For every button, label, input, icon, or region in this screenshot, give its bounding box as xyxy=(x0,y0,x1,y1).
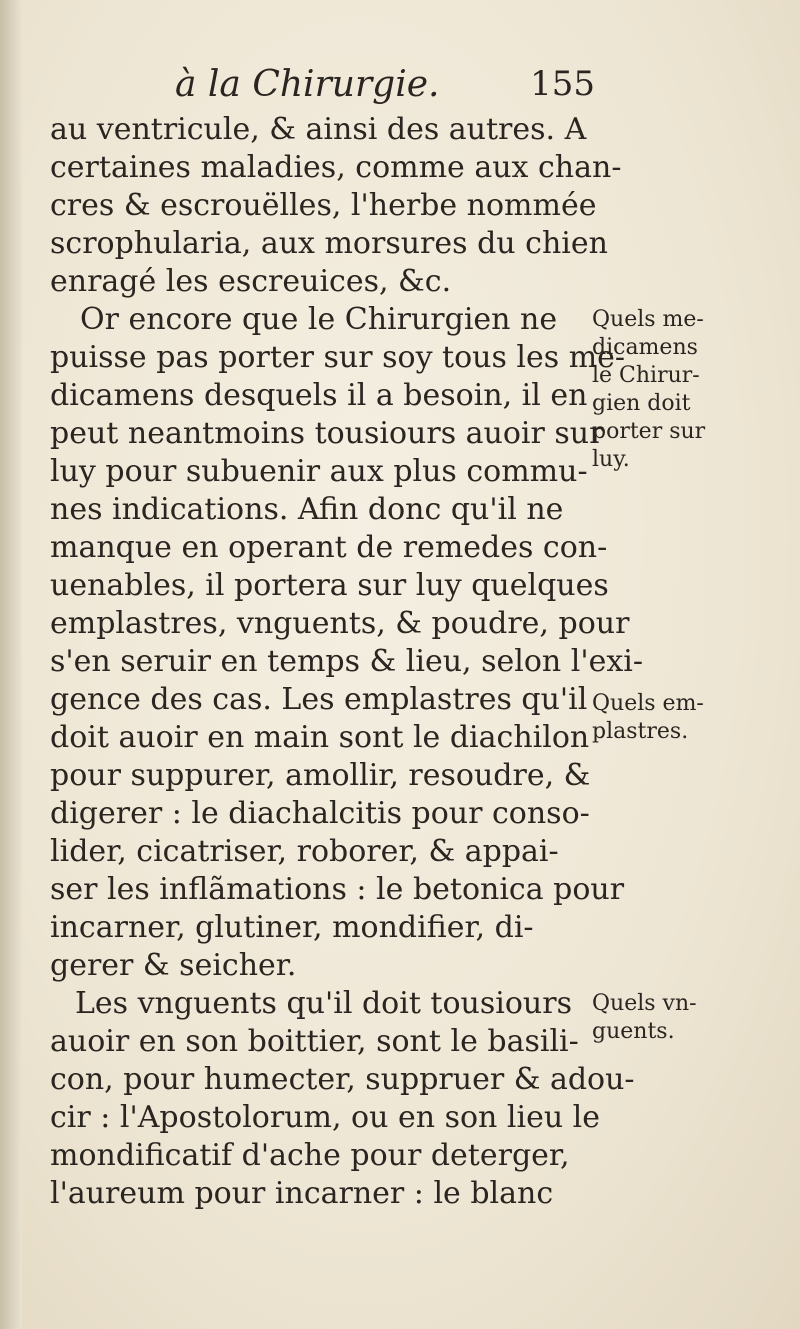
margin-note-medicaments xyxy=(592,306,705,474)
running-title: à la Chirurgie. xyxy=(175,64,440,105)
text-line: mondificatif d'ache pour deterger, xyxy=(50,1138,570,1173)
margin-note-line: Quels em- xyxy=(592,691,704,716)
text-line: Les vnguents qu'il doit tousiours xyxy=(75,986,572,1021)
text-line: ser les inflãmations : le betonica pour xyxy=(50,872,625,907)
margin-note-line: porter sur xyxy=(592,419,706,444)
text-line: peut neantmoins tousiours auoir sur xyxy=(50,416,604,451)
margin-note-line: plastres. xyxy=(592,719,689,744)
page-edge-shadow xyxy=(0,0,22,1329)
margin-note-line: Quels me- xyxy=(592,307,704,332)
text-line: au ventricule, & ainsi des autres. A xyxy=(50,112,587,147)
text-line: cres & escrouëlles, l'herbe nommée xyxy=(50,188,597,223)
margin-note-line: gien doit xyxy=(592,391,691,416)
text-line: doit auoir en main sont le diachilon xyxy=(50,720,590,755)
margin-note-line: Quels vn- xyxy=(592,991,697,1016)
text-line: pour suppurer, amollir, resoudre, & xyxy=(50,758,591,793)
page-header xyxy=(175,64,595,104)
text-line: scrophularia, aux morsures du chien xyxy=(50,226,608,261)
text-line: incarner, glutiner, mondifier, di- xyxy=(50,910,534,945)
text-line: gence des cas. Les emplastres qu'il xyxy=(50,682,588,717)
text-line: cir : l'Apostolorum, ou en son lieu le xyxy=(50,1100,601,1135)
text-line: lider, cicatriser, roborer, & appai- xyxy=(50,834,559,869)
margin-note-line: le Chirur- xyxy=(592,363,700,388)
text-line: Or encore que le Chirurgien ne xyxy=(80,302,558,337)
text-line: emplastres, vnguents, & poudre, pour xyxy=(50,606,630,641)
margin-note-line: luy. xyxy=(592,447,630,472)
text-line: puisse pas porter sur soy tous les me- xyxy=(50,340,626,375)
margin-note-line: guents. xyxy=(592,1019,675,1044)
margin-note-vnguents xyxy=(592,990,697,1046)
text-line: enragé les escreuices, &c. xyxy=(50,264,452,299)
text-line: nes indications. Afin donc qu'il ne xyxy=(50,492,564,527)
text-line: luy pour subuenir aux plus commu- xyxy=(50,454,588,489)
text-line: con, pour humecter, suppruer & adou- xyxy=(50,1062,635,1097)
text-line: l'aureum pour incarner : le blanc xyxy=(50,1176,554,1211)
text-line: manque en operant de remedes con- xyxy=(50,530,608,565)
page-number: 155 xyxy=(530,64,595,104)
text-line: gerer & seicher. xyxy=(50,948,297,983)
text-line: auoir en son boittier, sont le basili- xyxy=(50,1024,579,1059)
text-line: certaines maladies, comme aux chan- xyxy=(50,150,622,185)
text-line: digerer : le diachalcitis pour conso- xyxy=(50,796,590,831)
margin-note-emplastres xyxy=(592,690,704,746)
text-line: dicamens desquels il a besoin, il en xyxy=(50,378,588,413)
text-line: s'en seruir en temps & lieu, selon l'exi- xyxy=(50,644,644,679)
text-line: uenables, il portera sur luy quelques xyxy=(50,568,609,603)
margin-note-line: dicamens xyxy=(592,335,698,360)
